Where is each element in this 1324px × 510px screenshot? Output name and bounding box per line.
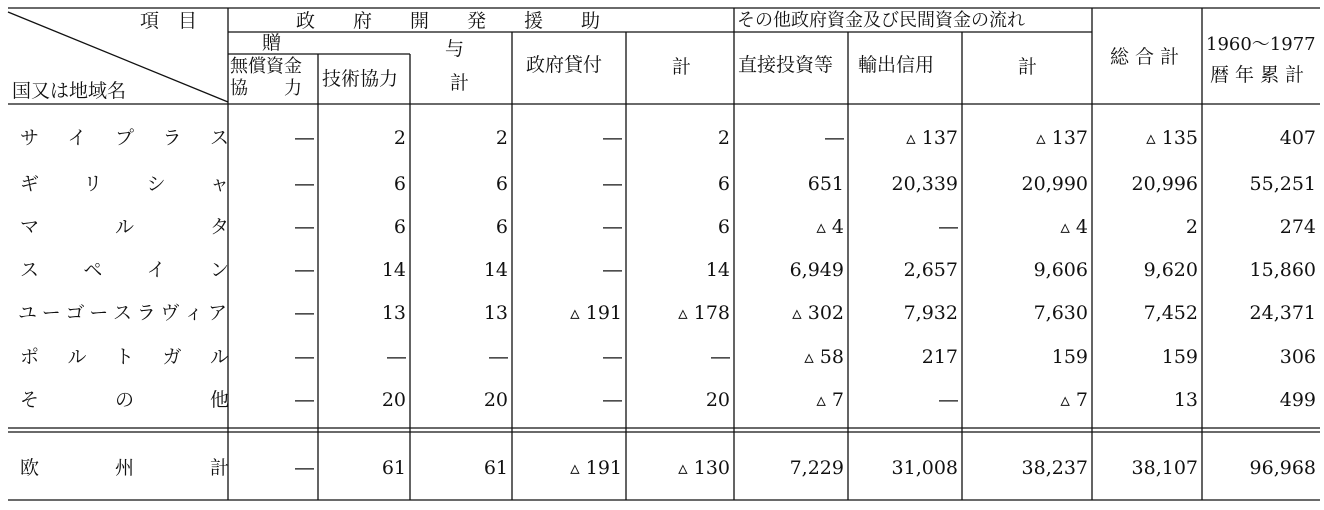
cell-value: 2 bbox=[717, 127, 730, 149]
cell-value: 306 bbox=[1279, 346, 1316, 368]
header-grant-label2: 与 bbox=[445, 38, 465, 60]
cell-value: 14 bbox=[381, 259, 406, 281]
cell-value: ― bbox=[603, 216, 622, 238]
cell-value: 407 bbox=[1279, 127, 1316, 149]
cell-value: ― bbox=[603, 173, 622, 195]
row-name-char: プ bbox=[115, 127, 135, 149]
cell-value: 9,606 bbox=[1033, 259, 1088, 281]
row-name-char: ア bbox=[208, 302, 228, 324]
cell-value: ― bbox=[603, 127, 622, 149]
cell-value: ― bbox=[489, 346, 508, 368]
cell-value: ― bbox=[295, 457, 314, 479]
row-name-char: ポ bbox=[20, 346, 40, 368]
cell-value: ― bbox=[603, 389, 622, 411]
cell-value: ― bbox=[939, 216, 958, 238]
cell-value: 61 bbox=[483, 457, 508, 479]
row-name-char: イ bbox=[146, 259, 166, 281]
row-name-char: ガ bbox=[162, 346, 182, 368]
cell-value: 6 bbox=[495, 173, 508, 195]
row-name-char: マ bbox=[20, 216, 40, 238]
cell-value: ▵ 302 bbox=[792, 302, 844, 324]
cell-value: ― bbox=[295, 389, 314, 411]
row-name-char: イ bbox=[67, 127, 87, 149]
row-name-char: ン bbox=[210, 259, 230, 281]
cell-value: ― bbox=[295, 173, 314, 195]
cell-value: ▵ 4 bbox=[1060, 216, 1088, 238]
header-direct-invest: 直接投資等 bbox=[738, 54, 834, 76]
row-name-char: ス bbox=[20, 259, 40, 281]
header-other-label: その他政府資金及び民間資金の流れ bbox=[737, 10, 1025, 31]
cell-value: 55,251 bbox=[1249, 173, 1316, 195]
cell-value: 2 bbox=[1185, 216, 1198, 238]
cell-value: ▵ 178 bbox=[678, 302, 730, 324]
row-name-char: サ bbox=[20, 127, 40, 149]
cell-value: 6 bbox=[495, 216, 508, 238]
row-name-char: そ bbox=[20, 389, 40, 411]
cell-value: 15,860 bbox=[1249, 259, 1316, 281]
cell-value: 651 bbox=[807, 173, 844, 195]
cell-value: 499 bbox=[1279, 389, 1316, 411]
cell-value: 20,990 bbox=[1021, 173, 1088, 195]
row-name-char: 計 bbox=[210, 457, 230, 479]
row-name-char: ー bbox=[89, 302, 109, 324]
cell-value: 7,452 bbox=[1143, 302, 1198, 324]
cell-value: 14 bbox=[483, 259, 508, 281]
row-name-char: の bbox=[115, 389, 135, 411]
row-name-char: 欧 bbox=[20, 457, 40, 479]
header-tech-coop: 技術協力 bbox=[322, 68, 399, 90]
row-name-char: ユ bbox=[18, 302, 38, 324]
row-name-char: ス bbox=[210, 127, 230, 149]
cell-value: ▵ 191 bbox=[570, 457, 622, 479]
cell-value: 2 bbox=[495, 127, 508, 149]
header-gov-loan: 政府貸付 bbox=[526, 54, 603, 76]
row-name-char: ル bbox=[67, 346, 87, 368]
cell-value: 13 bbox=[381, 302, 406, 324]
cell-value: ― bbox=[603, 259, 622, 281]
row-name-char: ギ bbox=[20, 173, 40, 195]
cell-value: 159 bbox=[1051, 346, 1088, 368]
cell-value: 6 bbox=[717, 216, 730, 238]
row-name-char: 他 bbox=[210, 389, 230, 411]
header-region-label: 国又は地域名 bbox=[12, 80, 127, 102]
header-grant-aid-1: 無償資金 bbox=[230, 56, 302, 77]
cell-value: ― bbox=[295, 259, 314, 281]
cell-value: ▵ 7 bbox=[816, 389, 844, 411]
cell-value: ▵ 130 bbox=[678, 457, 730, 479]
cell-value: 14 bbox=[705, 259, 730, 281]
cell-value: 61 bbox=[381, 457, 406, 479]
row-name-char: タ bbox=[210, 216, 230, 238]
cell-value: 20 bbox=[381, 389, 406, 411]
header-oda-total: 計 bbox=[672, 56, 692, 78]
row-name-char: ス bbox=[113, 302, 133, 324]
cell-value: 217 bbox=[921, 346, 958, 368]
cell-value: ― bbox=[711, 346, 730, 368]
cell-value: ― bbox=[295, 216, 314, 238]
cell-value: ▵ 191 bbox=[570, 302, 622, 324]
cell-value: ▵ 137 bbox=[1036, 127, 1088, 149]
row-name-char: ル bbox=[210, 346, 230, 368]
header-grand-total: 総 合 計 bbox=[1110, 46, 1180, 68]
header-grant-label: 贈 bbox=[262, 32, 282, 54]
header-item-label: 項 目 bbox=[140, 10, 198, 32]
cell-value: 20,996 bbox=[1131, 173, 1198, 195]
cell-value: 159 bbox=[1161, 346, 1198, 368]
cell-value: 6,949 bbox=[789, 259, 844, 281]
cell-value: 6 bbox=[393, 216, 406, 238]
cell-value: 20,339 bbox=[891, 173, 958, 195]
cell-value: 31,008 bbox=[891, 457, 958, 479]
cell-value: 38,107 bbox=[1131, 457, 1198, 479]
cell-value: 9,620 bbox=[1143, 259, 1198, 281]
cell-value: ― bbox=[603, 346, 622, 368]
row-name-char: ゴ bbox=[65, 302, 85, 324]
cell-value: 96,968 bbox=[1249, 457, 1316, 479]
cell-value: 2 bbox=[393, 127, 406, 149]
cell-value: ― bbox=[939, 389, 958, 411]
row-name-char: 州 bbox=[115, 457, 135, 479]
row-name-char: ト bbox=[115, 346, 135, 368]
cell-value: 7,932 bbox=[903, 302, 958, 324]
header-grant-total: 計 bbox=[450, 72, 470, 94]
cell-value: ▵ 137 bbox=[906, 127, 958, 149]
cell-value: ― bbox=[825, 127, 844, 149]
row-name-char: リ bbox=[83, 173, 103, 195]
cell-value: ▵ 7 bbox=[1060, 389, 1088, 411]
header-grant-aid-2: 協 力 bbox=[230, 78, 302, 99]
cell-value: ▵ 58 bbox=[804, 346, 844, 368]
row-name-char: ラ bbox=[136, 302, 156, 324]
header-oda-label: 政 府 開 発 援 助 bbox=[296, 10, 601, 32]
cell-value: 274 bbox=[1279, 216, 1316, 238]
cell-value: ― bbox=[295, 127, 314, 149]
header-export-credit: 輸出信用 bbox=[858, 54, 935, 76]
cell-value: 2,657 bbox=[903, 259, 958, 281]
cell-value: 13 bbox=[483, 302, 508, 324]
cell-value: ― bbox=[387, 346, 406, 368]
cell-value: ▵ 4 bbox=[816, 216, 844, 238]
row-name-char: ペ bbox=[83, 259, 103, 281]
cell-value: ▵ 135 bbox=[1146, 127, 1198, 149]
row-name-char: ィ bbox=[184, 302, 204, 324]
row-name-char: ー bbox=[41, 302, 61, 324]
cell-value: 6 bbox=[393, 173, 406, 195]
cell-value: 38,237 bbox=[1021, 457, 1088, 479]
row-name-char: ル bbox=[115, 216, 135, 238]
cell-value: 20 bbox=[705, 389, 730, 411]
cell-value: ― bbox=[295, 346, 314, 368]
row-name-char: ラ bbox=[162, 127, 182, 149]
row-name-char: シ bbox=[146, 173, 166, 195]
cell-value: ― bbox=[295, 302, 314, 324]
row-name-char: ャ bbox=[210, 173, 230, 195]
header-other-total: 計 bbox=[1018, 56, 1038, 78]
cell-value: 7,229 bbox=[789, 457, 844, 479]
cell-value: 7,630 bbox=[1033, 302, 1088, 324]
cell-value: 13 bbox=[1173, 389, 1198, 411]
header-cumulative-2: 暦 年 累 計 bbox=[1210, 64, 1305, 86]
cell-value: 6 bbox=[717, 173, 730, 195]
header-cumulative-1: 1960～1977 bbox=[1206, 34, 1316, 55]
cell-value: 24,371 bbox=[1249, 302, 1316, 324]
cell-value: 20 bbox=[483, 389, 508, 411]
row-name-char: ヴ bbox=[160, 302, 180, 324]
